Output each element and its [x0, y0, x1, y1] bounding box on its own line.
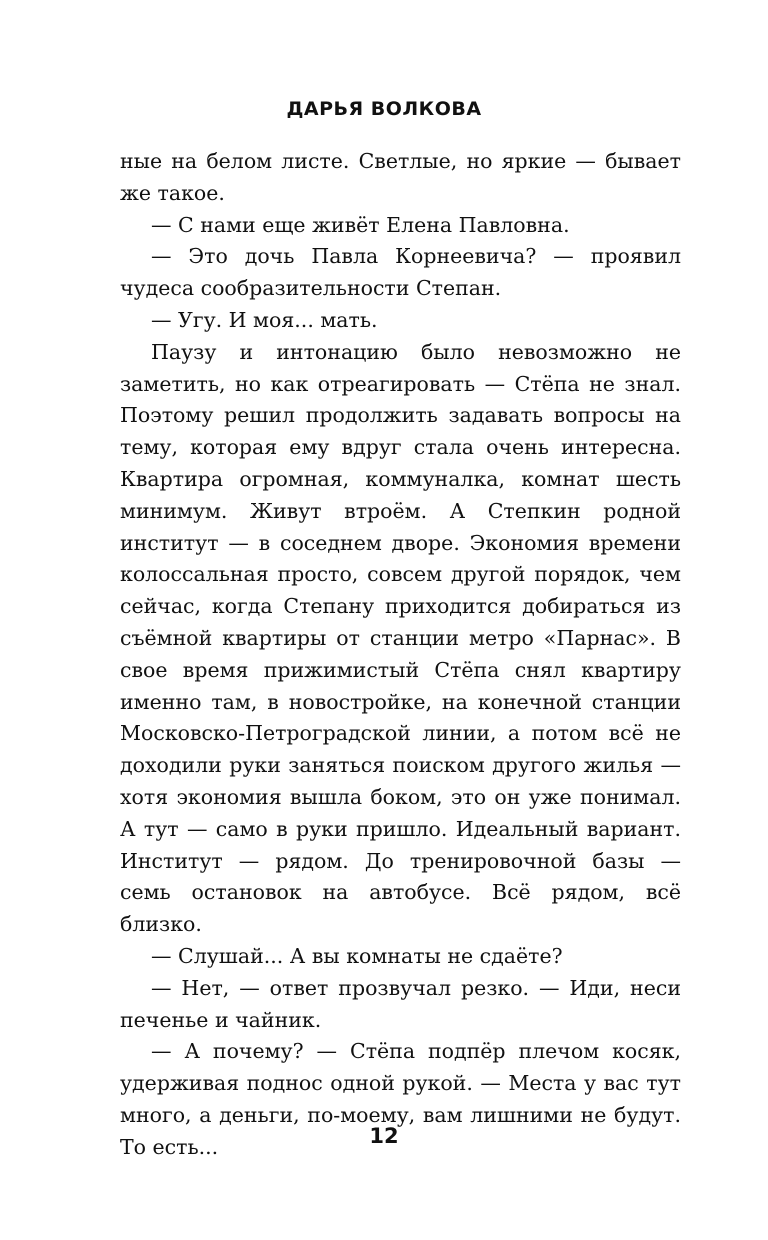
paragraph-continued: ные на белом листе. Светлые, но яркие — бывает же такое. [120, 149, 681, 205]
paragraph-dialogue: — Нет, — ответ прозвучал резко. — Иди, неси печенье и чайник. [120, 975, 681, 1032]
paragraph-dialogue: — Угу. И моя... мать. [151, 307, 378, 332]
paragraph-narrative: Паузу и интонацию было невозможно не заметить, но как отреагировать — Стёпа не знал. Поэтому решил продолжить задавать вопросы на тему, которая ему вдруг стала очень интересна. Квартира огромная, коммуналка, комнат шесть минимум. Живут втроём. А Степкин родной институт — в соседнем дворе. Экономия времени колоссальная просто, совсем другой порядок, чем сейчас, когда Степану приходится добираться из съёмной квартиры от станции метро «Парнас». В свое время прижимистый Стёпа снял квартиру именно там, в новостройке, на конечной станции Московско-Петроградской линии, а потом всё не доходили руки заняться поиском другого жилья — хотя экономия вышла боком, это он уже понимал. А тут — само в руки пришло. Идеальный вариант. Институт — рядом. До тренировочной базы — семь остановок на автобусе. Всё рядом, всё близко. [120, 339, 681, 937]
paragraph-dialogue: — А почему? — Стёпа подпёр плечом косяк, удерживая поднос одной рукой. — Места у вас тут много, а деньги, по-моему, вам лишними не будут. То есть... [120, 1039, 681, 1159]
running-head-author: ДАРЬЯ ВОЛКОВА [286, 98, 482, 120]
page-body-text [120, 146, 681, 1164]
paragraph-dialogue: — Слушай... А вы комнаты не сдаёте? [151, 943, 563, 968]
paragraph-dialogue: — Это дочь Павла Корнеевича? — проявил чудеса сообразительности Степан. [120, 244, 681, 301]
paragraph-dialogue: — С нами еще живёт Елена Павловна. [151, 212, 570, 237]
page-number: 12 [369, 1124, 399, 1148]
